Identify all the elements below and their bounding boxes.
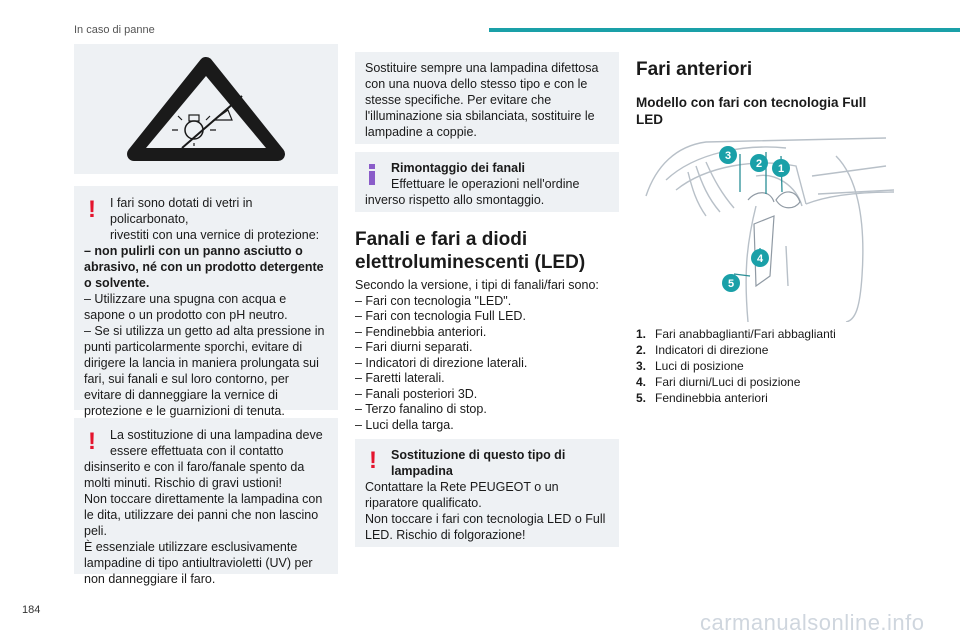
warning-text: I fari sono dotati di vetri in policarbonato,	[110, 196, 253, 226]
legend-item	[636, 342, 836, 358]
legend-text: Fendinebbia anteriori	[655, 391, 768, 405]
replace-note-box	[355, 52, 619, 144]
callout-1	[772, 159, 790, 177]
svg-text:4: 4	[756, 253, 764, 265]
info-text: Effettuare le operazioni nell'ordine	[391, 177, 580, 191]
list-item: – Faretti laterali.	[355, 371, 445, 385]
hot-lamp-warning-icon	[74, 44, 338, 174]
headlight-legend	[636, 326, 836, 406]
warning-title-text: lampadina	[391, 464, 453, 478]
legend-number: 2.	[636, 343, 647, 357]
svg-text:2: 2	[755, 158, 763, 170]
legend-item	[636, 358, 836, 374]
led-replacement-warning-box	[355, 439, 619, 547]
legend-number: 4.	[636, 375, 647, 389]
list-item: – Indicatori di direzione laterali.	[355, 355, 528, 370]
warning-text: La sostituzione di una lampadina deve	[110, 428, 323, 442]
reassembly-info-box	[355, 152, 619, 212]
warning-exclamation-icon: !	[88, 196, 96, 223]
headlight-diagram	[636, 136, 900, 322]
warning-text: – Se si utilizza un getto ad alta pressione in punti particolarmente sporchi, evitare di dirigere la lancia in maniera prolungata sui fari, sui fanali e sul loro contorno, per evitare di danneggiare la vernice di protezione e le guarnizioni di tenuta.	[84, 324, 325, 418]
callout-2	[750, 154, 768, 172]
warning-title	[365, 447, 609, 463]
lamp-types-list	[355, 278, 619, 433]
list-item: – Fari diurni separati.	[355, 340, 473, 354]
list-item: – Fendinebbia anteriori.	[355, 324, 487, 339]
legend-text: Luci di posizione	[655, 359, 744, 373]
svg-text:5: 5	[727, 278, 735, 290]
warning-text: Non toccare direttamente la lampadina con le dita, utilizzare dei panni che non lascino peli.	[84, 492, 323, 538]
legend-item	[636, 326, 836, 342]
legend-item	[636, 374, 836, 390]
warning-title	[365, 463, 609, 479]
warning-text: rivestiti con una vernice di protezione:	[110, 228, 320, 242]
list-item: – Luci della targa.	[355, 417, 454, 432]
callout-3	[719, 146, 737, 164]
warning-exclamation-icon: !	[88, 428, 96, 455]
warning-bold-item	[84, 243, 328, 291]
list-item: – Fari con tecnologia "LED".	[355, 293, 512, 308]
section-title: In caso di panne	[74, 24, 155, 36]
list-item: – Terzo fanalino di stop.	[355, 402, 487, 416]
watermark: carmanualsonline.info	[700, 610, 925, 635]
warning-text: essere effettuata con il contatto	[110, 444, 284, 458]
info-icon	[369, 164, 375, 185]
bulb-replacement-warning-box	[74, 418, 338, 586]
legend-number: 1.	[636, 327, 647, 341]
warning-text: È essenziale utilizzare esclusivamente lampadine di tipo antiultravioletti (UV) per non danneggiare il faro.	[84, 540, 313, 586]
legend-text: Indicatori di direzione	[655, 343, 769, 357]
warning-text: Non toccare i fari con tecnologia LED o Full LED. Rischio di folgorazione!	[365, 512, 606, 542]
warning-title-text: Sostituzione di questo tipo di	[391, 448, 566, 462]
note-text: Sostituire sempre una lampadina difettosa con una nuova dello stesso tipo e con le stesse specifiche. Per evitare che l'illuminazione sia sbilanciata, sostituire le lampadine a coppie.	[365, 61, 599, 139]
full-led-subheading: Modello con fari con tecnologia Full LED	[636, 95, 867, 127]
page-number: 184	[22, 604, 41, 616]
header-accent-bar	[489, 28, 960, 32]
callout-4	[751, 249, 769, 267]
info-title-text: Rimontaggio dei fanali	[391, 161, 526, 175]
pictogram-box	[74, 44, 338, 174]
info-text: inverso rispetto allo smontaggio.	[365, 193, 545, 207]
list-item: – Fari con tecnologia Full LED.	[355, 309, 526, 323]
legend-text: Fari diurni/Luci di posizione	[655, 375, 801, 389]
legend-item	[636, 390, 836, 406]
svg-text:3: 3	[724, 150, 732, 162]
warning-bold-text: – non pulirli con un panno asciutto o abrasivo, né con un prodotto detergente o solvente.	[84, 244, 324, 290]
callout-5	[722, 274, 740, 292]
led-section-heading: Fanali e fari a diodi elettroluminescenti (LED)	[355, 229, 586, 273]
info-title	[365, 160, 609, 176]
legend-text: Fari anabbaglianti/Fari abbaglianti	[655, 327, 836, 341]
list-item: – Fanali posteriori 3D.	[355, 386, 478, 401]
legend-number: 3.	[636, 359, 647, 373]
lamp-types-intro: Secondo la versione, i tipi di fanali/fari sono:	[355, 278, 599, 292]
warning-text: – Utilizzare una spugna con acqua e sapone o un prodotto con pH neutro.	[84, 292, 288, 322]
legend-number: 5.	[636, 391, 647, 405]
warning-exclamation-icon: !	[369, 447, 377, 474]
front-lights-heading: Fari anteriori	[636, 59, 753, 80]
svg-text:1: 1	[777, 163, 785, 175]
warning-text: Contattare la Rete PEUGEOT o un riparatore qualificato.	[365, 480, 559, 510]
warning-text: disinserito e con il faro/fanale spento da molti minuti. Rischio di gravi ustioni!	[84, 460, 305, 490]
polycarbonate-warning-box	[74, 186, 338, 418]
